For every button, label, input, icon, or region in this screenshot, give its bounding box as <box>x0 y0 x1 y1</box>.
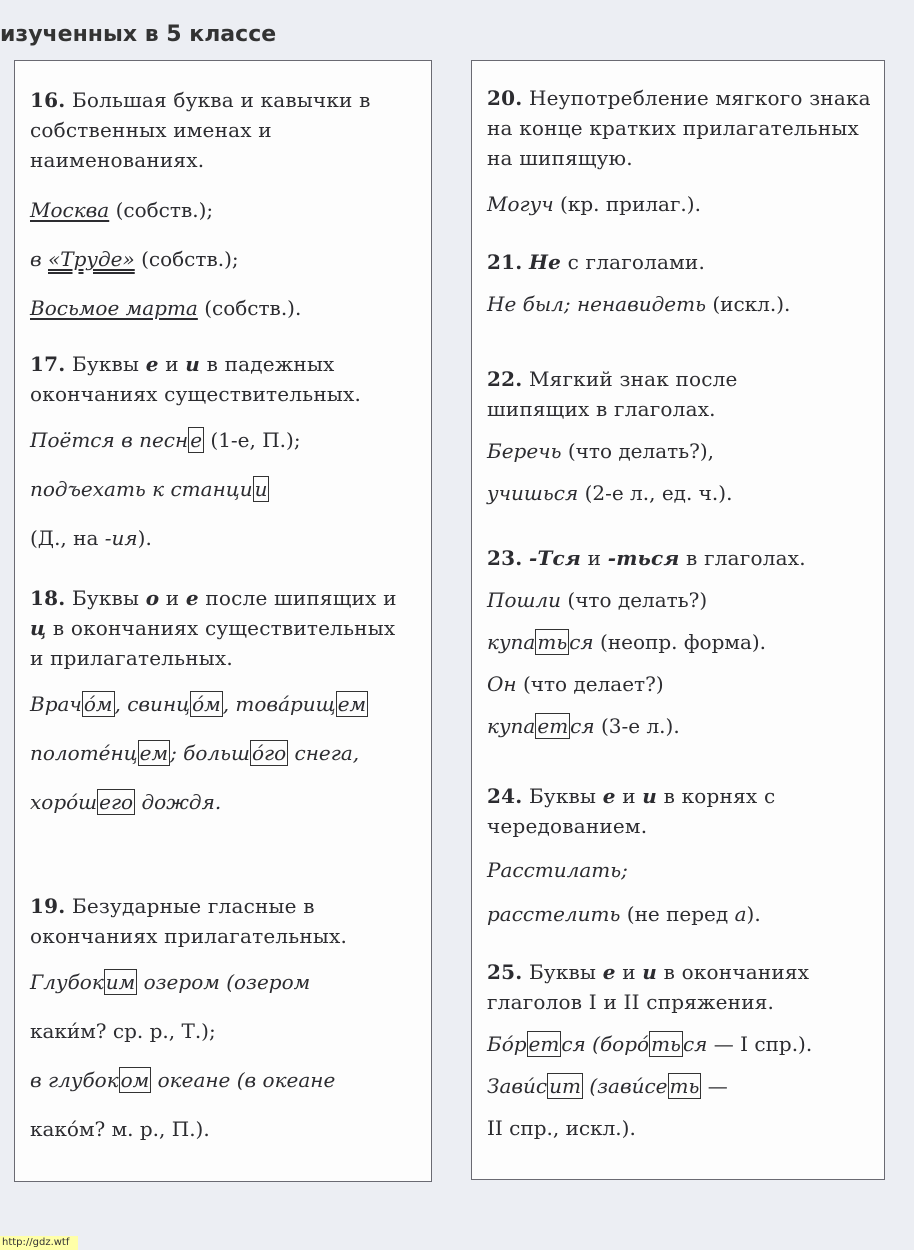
rule-title-part: Буквы <box>528 784 597 808</box>
example-word: хоро́ш <box>30 790 98 814</box>
example-word: Расстилать; <box>487 858 628 882</box>
example-word: озером <box>143 970 220 994</box>
rule-title-part: и <box>622 960 636 984</box>
example-note: ). <box>746 902 761 926</box>
example-note: (2-е л., ед. ч.). <box>584 481 733 505</box>
example-word: купа <box>487 630 536 654</box>
example-word: Зави́с <box>487 1074 548 1098</box>
example-word: океане <box>157 1068 231 1092</box>
rule-title-letter: е <box>185 586 199 610</box>
rule-22 <box>487 364 876 508</box>
ending-box: ом <box>120 1068 150 1092</box>
example-note: (собств.). <box>204 296 302 320</box>
example-word: Пошли <box>487 588 562 612</box>
example-word: ненавидеть <box>576 292 706 316</box>
rule-title-part: в корнях с чередованием. <box>487 784 776 838</box>
example <box>487 1113 876 1143</box>
example-word: купа <box>487 714 536 738</box>
rule-title-letter: -Тся <box>528 546 582 570</box>
rules-column-left <box>14 60 432 1182</box>
ending-box: им <box>105 970 136 994</box>
example-note: ). <box>137 526 152 550</box>
ending-box: о́м <box>83 692 113 716</box>
example-note: II спр., искл.). <box>487 1116 636 1140</box>
example <box>30 689 423 719</box>
example-word: полоте́нц <box>30 741 138 765</box>
example <box>30 523 423 553</box>
rule-title-part: в окончаниях существительных и прилагательных. <box>30 616 396 670</box>
example-word: подъехать к станци <box>30 477 253 501</box>
page-header: изученных в 5 классе <box>0 22 277 47</box>
example <box>30 244 423 274</box>
rule-23 <box>487 543 876 741</box>
rule-24 <box>487 781 876 929</box>
ending-box: ем <box>337 692 367 716</box>
example-note: (1-е, П.); <box>210 428 301 452</box>
example-note: (не перед <box>626 902 729 926</box>
example <box>487 289 876 319</box>
ending-box: о́м <box>192 692 221 716</box>
example <box>30 425 423 455</box>
example-note: (собств.); <box>115 198 214 222</box>
rule-title-letter: е <box>145 352 159 376</box>
ending-box: и <box>254 477 268 501</box>
example-word: дождя. <box>141 790 222 814</box>
example-word: Бо́р <box>487 1032 527 1056</box>
example-word: Москва <box>30 198 110 222</box>
rule-title: Мягкий знак после шипящих в глаголах. <box>487 367 738 421</box>
example-word: ся <box>569 630 594 654</box>
rule-title-letter: Не <box>528 250 561 274</box>
example-word: ся <box>682 1032 708 1056</box>
rule-19 <box>30 891 423 1144</box>
rule-number: 21. <box>487 250 523 274</box>
example-prefix: в <box>30 247 42 271</box>
example <box>30 738 423 768</box>
example-word: (озером <box>226 970 311 994</box>
example-word: в глубок <box>30 1068 119 1092</box>
rule-title-letter: и <box>642 960 658 984</box>
example-word: снега, <box>294 741 360 765</box>
rule-title-part: в глаголах. <box>686 546 806 570</box>
example-note: (кр. прилаг.). <box>560 192 701 216</box>
rule-title-part: Буквы <box>528 960 597 984</box>
rule-number: 16. <box>30 88 66 112</box>
example-note: (что делает?) <box>522 672 664 696</box>
example <box>30 1016 423 1046</box>
example <box>487 669 876 699</box>
example-word: учишься <box>487 481 579 505</box>
ending-box: ет <box>537 714 569 738</box>
rule-17 <box>30 349 423 553</box>
watermark-url: http://gdz.wtf <box>0 1236 78 1250</box>
rule-title-part: после шипящих и <box>205 586 397 610</box>
rule-title: Большая буква и кавычки в собственных именах и наименованиях. <box>30 88 371 172</box>
ending-box: ть <box>651 1032 681 1056</box>
example <box>487 189 876 219</box>
example-note: — I спр.). <box>713 1032 813 1056</box>
example-word: (в океане <box>236 1068 336 1092</box>
example <box>487 436 876 466</box>
example-word: «Труде» <box>48 247 135 271</box>
rule-16 <box>30 85 423 323</box>
example-word: ся <box>561 1032 586 1056</box>
example-word: Могуч <box>487 192 554 216</box>
rule-21 <box>487 247 876 319</box>
ending-box: о́го <box>251 741 287 765</box>
example-note: (3-е л.). <box>600 714 680 738</box>
rule-title-part: в окончаниях глаголов I и II спряжения. <box>487 960 810 1014</box>
example-word: , свинц <box>114 692 191 716</box>
rule-title-letter: е <box>602 960 616 984</box>
example-word: ся <box>570 714 595 738</box>
rule-title-letter: ц <box>30 616 47 640</box>
rule-25 <box>487 957 876 1143</box>
example-word: , това́рищ <box>222 692 336 716</box>
example <box>487 711 876 741</box>
example-word: расстелить <box>487 902 621 926</box>
example-word: Беречь <box>487 439 562 463</box>
example-word: Восьмое марта <box>30 296 198 320</box>
rule-20 <box>487 83 876 219</box>
example-word: (боро́ <box>592 1032 650 1056</box>
example <box>487 1029 876 1059</box>
rule-title-part: Буквы <box>71 352 140 376</box>
rule-title-part: с глаголами. <box>567 250 706 274</box>
rule-title: Безударные гласные в окончаниях прилагательных. <box>30 894 348 948</box>
example <box>30 474 423 504</box>
example-note: како́м? м. р., П.). <box>30 1117 210 1141</box>
rule-title-letter: -ться <box>607 546 680 570</box>
rule-title-letter: и <box>642 784 658 808</box>
example <box>487 627 876 657</box>
example-word: Поётся в песн <box>30 428 189 452</box>
example-word: -ия <box>104 526 138 550</box>
example-note: каки́м? ср. р., Т.); <box>30 1019 216 1043</box>
example-word: (зави́се <box>589 1074 668 1098</box>
example-note: (искл.). <box>712 292 791 316</box>
example <box>487 899 876 929</box>
rule-title-letter: о <box>145 586 160 610</box>
rule-title-part: и <box>165 352 179 376</box>
example-word: Глубок <box>30 970 104 994</box>
ending-box: ть <box>537 630 568 654</box>
example-note: (что делать?), <box>567 439 714 463</box>
rule-title-part: Буквы <box>71 586 140 610</box>
ending-box: его <box>99 790 134 814</box>
rule-number: 19. <box>30 894 66 918</box>
rule-title-part: и <box>622 784 636 808</box>
example <box>487 855 876 885</box>
example <box>30 967 423 997</box>
rule-number: 22. <box>487 367 523 391</box>
example <box>487 585 876 615</box>
example-word: Врач <box>30 692 82 716</box>
example <box>30 1114 423 1144</box>
example-word: Он <box>487 672 517 696</box>
example <box>30 195 423 225</box>
rules-column-right <box>471 60 885 1180</box>
rule-title-letter: е <box>602 784 616 808</box>
rule-number: 18. <box>30 586 66 610</box>
ending-box: ет <box>528 1032 560 1056</box>
rule-title-part: и <box>587 546 602 570</box>
rule-title-part: и <box>165 586 180 610</box>
example-word: Не был; <box>487 292 571 316</box>
example <box>487 1071 876 1101</box>
example <box>30 293 423 323</box>
example-note: (Д., на <box>30 526 99 550</box>
rule-number: 23. <box>487 546 523 570</box>
example <box>30 1065 423 1095</box>
rule-number: 24. <box>487 784 523 808</box>
rule-number: 25. <box>487 960 523 984</box>
rule-number: 20. <box>487 86 523 110</box>
example <box>30 787 423 817</box>
example-note: (что делать?) <box>567 588 708 612</box>
rule-18 <box>30 583 423 817</box>
rule-title-part: в падежных окончаниях существительных. <box>30 352 362 406</box>
ending-box: ит <box>549 1074 581 1098</box>
example-note: (собств.); <box>141 247 239 271</box>
rule-title: Неупотребление мягкого знака на конце кратких прилагательных на шипящую. <box>487 86 871 170</box>
ending-box: ть <box>669 1074 700 1098</box>
example-word: ; больш <box>170 741 250 765</box>
rule-title-letter: и <box>185 352 201 376</box>
ending-box: ем <box>139 741 169 765</box>
example-note: (неопр. форма). <box>600 630 767 654</box>
example-word: а <box>734 902 747 926</box>
ending-box: е <box>190 428 203 452</box>
rule-number: 17. <box>30 352 66 376</box>
example <box>487 478 876 508</box>
example-note: — <box>707 1074 728 1098</box>
